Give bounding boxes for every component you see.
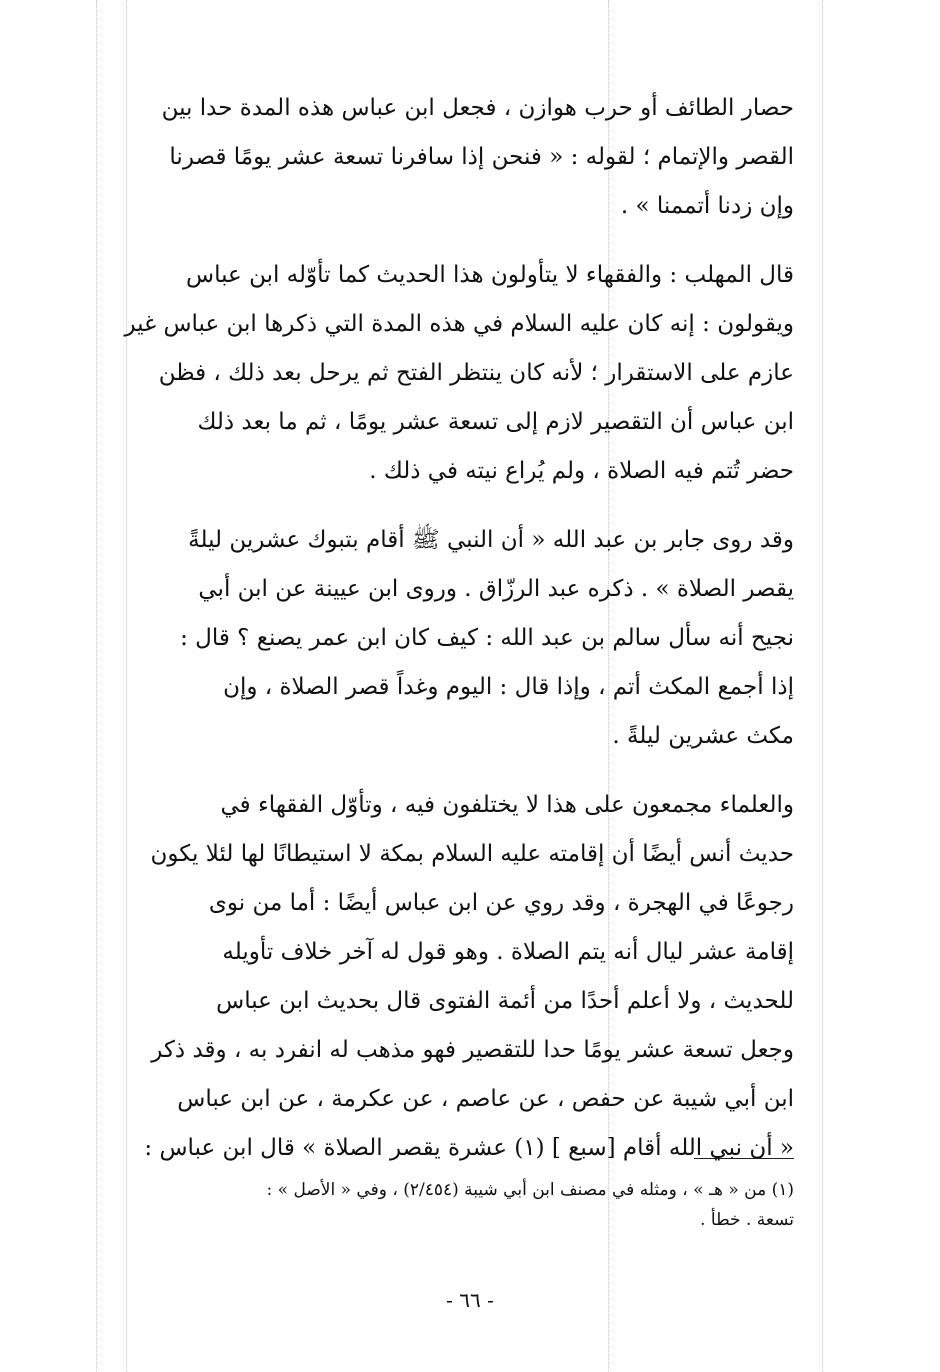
text-line: القصر والإتمام ؛ لقوله : « فنحن إذا سافرنا تسعة عشر يومًا قصرنا [169, 144, 794, 170]
text-line: عازم على الاستقرار ؛ لأنه كان ينتظر الفتح ثم يرحل بعد ذلك ، فظن [158, 360, 794, 386]
page-number: - ٦٦ - [446, 1288, 494, 1312]
text-line: حضر تُتم فيه الصلاة ، ولم يُراع نيته في ذلك . [369, 458, 794, 484]
footnote-line: تسعة . خطأ . [700, 1210, 794, 1230]
text-line: « أن نبي الله أقام [سبع ] (١) عشرة يقصر الصلاة » قال ابن عباس : [144, 1135, 794, 1161]
text-line: وإن زدنا أتممنا » . [620, 193, 794, 219]
text-line: قال المهلب : والفقهاء لا يتأولون هذا الحديث كما تأوّله ابن عباس [186, 262, 794, 288]
text-line: حديث أنس أيضًا أن إقامته عليه السلام بمكة لا استيطانًا لها لئلا يكون [150, 841, 794, 867]
text-line: ابن أبي شيبة عن حفص ، عن عاصم ، عن عكرمة ، عن ابن عباس [177, 1086, 794, 1112]
text-line: والعلماء مجمعون على هذا لا يختلفون فيه ، وتأوّل الفقهاء في [220, 792, 794, 818]
text-line: رجوعًا في الهجرة ، وقد روي عن ابن عباس أيضًا : أما من نوى [208, 890, 794, 916]
footnote-line: (١) من « هـ » ، ومثله في مصنف ابن أبي شيبة (٢/٤٥٤) ، وفي « الأصل » : [266, 1180, 794, 1200]
main-text [110, 84, 794, 1173]
text-line: مكث عشرين ليلةً . [612, 723, 794, 749]
text-line: للحديث ، ولا أعلم أحدًا من أئمة الفتوى قال بحديث ابن عباس [216, 988, 794, 1014]
scan-guide-line [96, 0, 97, 1372]
text-line: يقصر الصلاة » . ذكره عبد الرزّاق . وروى ابن عيينة عن ابن أبي [198, 576, 794, 602]
paragraph-1 [110, 84, 794, 231]
paragraph-2 [110, 251, 794, 496]
text-line: نجيح أنه سأل سالم بن عبد الله : كيف كان ابن عمر يصنع ؟ قال : [180, 625, 794, 651]
text-line: ويقولون : إنه كان عليه السلام في هذه المدة التي ذكرها ابن عباس غير [124, 311, 794, 337]
footnote-separator [694, 1158, 794, 1159]
text-line: وجعل تسعة عشر يومًا حدا للتقصير فهو مذهب له انفرد به ، وقد ذكر [151, 1037, 794, 1063]
text-line: إذا أجمع المكث أتم ، وإذا قال : اليوم وغداً قصر الصلاة ، وإن [223, 674, 794, 700]
paragraph-4 [110, 781, 794, 1173]
footnote [110, 1175, 794, 1235]
text-line: ابن عباس أن التقصير لازم إلى تسعة عشر يومًا ، ثم ما بعد ذلك [197, 409, 794, 435]
text-line: إقامة عشر ليال أنه يتم الصلاة . وهو قول له آخر خلاف تأويله [222, 939, 794, 965]
paragraph-3 [110, 516, 794, 761]
scan-guide-line [822, 0, 823, 1372]
text-line: وقد روى جابر بن عبد الله « أن النبي ﷺ أقام بتبوك عشرين ليلةً [188, 527, 794, 553]
text-line: حصار الطائف أو حرب هوازن ، فجعل ابن عباس هذه المدة حدا بين [161, 95, 794, 121]
